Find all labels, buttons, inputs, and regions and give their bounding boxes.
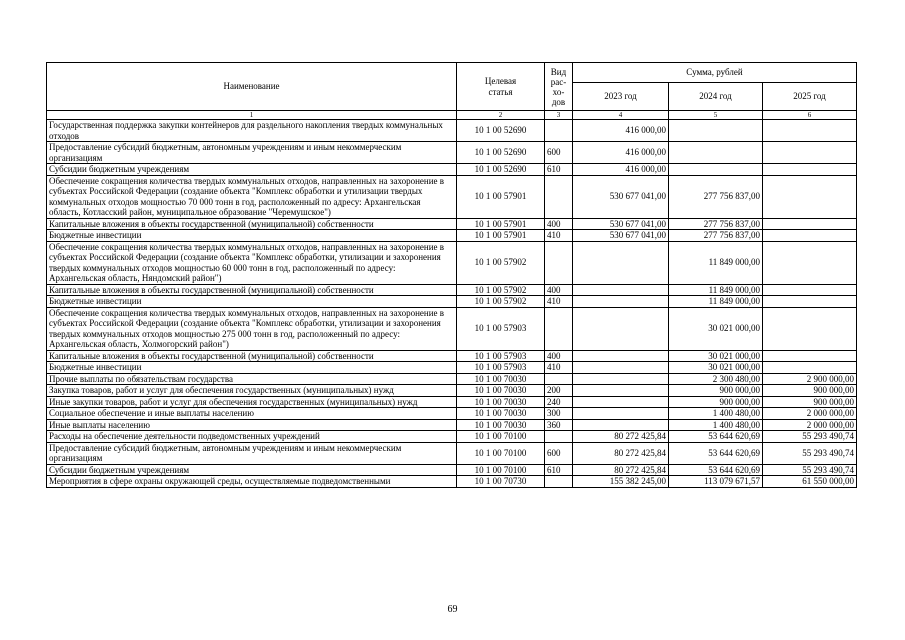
item-name: Обеспечение сокращения количества твердых коммунальных отходов, направленных на захоронение в субъектах Российской Федерации (создание объекта "Комплекс обработки, утилизации и захоронения твердых коммунальных отходов мощностью 60 000 тонн в год, расположенный по адресу: Архангельская область, Няндомский район")	[47, 241, 457, 284]
table-row	[47, 142, 857, 164]
amount-2024	[669, 120, 763, 142]
amount-2023: 530 677 041,00	[573, 218, 669, 230]
table-row	[47, 218, 857, 230]
amount-2024	[669, 142, 763, 164]
expense-kind	[545, 120, 573, 142]
item-name: Капитальные вложения в объекты государственной (муниципальной) собственности	[47, 350, 457, 362]
page-number: 69	[447, 604, 458, 615]
amount-2025	[763, 296, 857, 308]
item-name: Бюджетные инвестиции	[47, 296, 457, 308]
target-article: 10 1 00 70100	[457, 431, 545, 443]
expense-kind	[545, 373, 573, 385]
amount-2023	[573, 385, 669, 397]
expense-kind: 410	[545, 362, 573, 374]
table-row	[47, 296, 857, 308]
amount-2025	[763, 241, 857, 284]
amount-2024: 900 000,00	[669, 396, 763, 408]
item-name: Капитальные вложения в объекты государственной (муниципальной) собственности	[47, 284, 457, 296]
table-row	[47, 350, 857, 362]
amount-2025: 900 000,00	[763, 385, 857, 397]
target-article: 10 1 00 52690	[457, 142, 545, 164]
item-name: Иные выплаты населению	[47, 419, 457, 431]
header-kind-line4: дов	[551, 96, 566, 107]
expense-kind: 410	[545, 230, 573, 242]
amount-2023	[573, 362, 669, 374]
amount-2024: 2 300 480,00	[669, 373, 763, 385]
amount-2023	[573, 307, 669, 350]
target-article: 10 1 00 70030	[457, 419, 545, 431]
item-name: Обеспечение сокращения количества твердых коммунальных отходов, направленных на захоронение в субъектах Российской Федерации (создание объекта "Комплекс обработки и утилизации твердых коммунальных отходов мощностью 70 000 тонн в год, расположенный по адресу: Архангельская область, Котласский район, муниципальное образование "Черемушское")	[47, 175, 457, 218]
table-row	[47, 175, 857, 218]
amount-2023: 80 272 425,84	[573, 464, 669, 476]
amount-2025	[763, 362, 857, 374]
target-article: 10 1 00 57901	[457, 175, 545, 218]
item-name: Бюджетные инвестиции	[47, 362, 457, 374]
header-target-article	[457, 63, 545, 111]
expense-kind: 600	[545, 142, 573, 164]
expense-kind: 610	[545, 464, 573, 476]
item-name: Прочие выплаты по обязательствам государства	[47, 373, 457, 385]
column-number: 4	[573, 111, 669, 120]
amount-2025: 55 293 490,74	[763, 442, 857, 464]
target-article: 10 1 00 52690	[457, 164, 545, 176]
expense-kind: 360	[545, 419, 573, 431]
amount-2024: 30 021 000,00	[669, 362, 763, 374]
target-article: 10 1 00 70100	[457, 464, 545, 476]
budget-table	[46, 62, 857, 488]
table-row	[47, 373, 857, 385]
expense-kind: 600	[545, 442, 573, 464]
column-number: 2	[457, 111, 545, 120]
header-kind-line2: рас-	[550, 76, 567, 87]
target-article: 10 1 00 70730	[457, 476, 545, 488]
table-row	[47, 476, 857, 488]
expense-kind: 410	[545, 296, 573, 308]
expense-kind: 240	[545, 396, 573, 408]
target-article: 10 1 00 70030	[457, 373, 545, 385]
expense-kind: 610	[545, 164, 573, 176]
amount-2025: 2 000 000,00	[763, 419, 857, 431]
amount-2023: 80 272 425,84	[573, 442, 669, 464]
amount-2025	[763, 175, 857, 218]
table-row	[47, 362, 857, 374]
item-name: Субсидии бюджетным учреждениям	[47, 464, 457, 476]
table-row	[47, 307, 857, 350]
target-article: 10 1 00 57903	[457, 350, 545, 362]
amount-2023: 530 677 041,00	[573, 230, 669, 242]
table-row	[47, 431, 857, 443]
table-body	[47, 120, 857, 488]
amount-2023: 416 000,00	[573, 142, 669, 164]
amount-2025: 55 293 490,74	[763, 431, 857, 443]
amount-2024: 113 079 671,57	[669, 476, 763, 488]
amount-2023	[573, 284, 669, 296]
amount-2023: 416 000,00	[573, 164, 669, 176]
column-number: 1	[47, 111, 457, 120]
amount-2025	[763, 350, 857, 362]
amount-2024: 11 849 000,00	[669, 241, 763, 284]
amount-2023	[573, 373, 669, 385]
header-target-line1: Целевая	[484, 76, 517, 86]
item-name: Иные закупки товаров, работ и услуг для обеспечения государственных (муниципальных) нужд	[47, 396, 457, 408]
amount-2024	[669, 164, 763, 176]
expense-kind	[545, 431, 573, 443]
amount-2024: 30 021 000,00	[669, 350, 763, 362]
amount-2024: 11 849 000,00	[669, 296, 763, 308]
amount-2023	[573, 419, 669, 431]
amount-2025	[763, 284, 857, 296]
header-expense-kind	[545, 63, 573, 111]
amount-2024: 11 849 000,00	[669, 284, 763, 296]
amount-2025: 2 000 000,00	[763, 408, 857, 420]
table-row	[47, 164, 857, 176]
target-article: 10 1 00 57901	[457, 230, 545, 242]
item-name: Предоставление субсидий бюджетным, автономным учреждениям и иным некоммерческим организациям	[47, 442, 457, 464]
item-name: Социальное обеспечение и иные выплаты населению	[47, 408, 457, 420]
expense-kind: 200	[545, 385, 573, 397]
amount-2023	[573, 241, 669, 284]
amount-2023: 80 272 425,84	[573, 431, 669, 443]
amount-2024: 53 644 620,69	[669, 442, 763, 464]
amount-2025: 61 550 000,00	[763, 476, 857, 488]
table-row	[47, 442, 857, 464]
header-year-2025: 2025 год	[763, 83, 857, 111]
amount-2024: 1 400 480,00	[669, 408, 763, 420]
header-sum: Сумма, рублей	[573, 63, 857, 83]
column-number: 5	[669, 111, 763, 120]
amount-2025	[763, 120, 857, 142]
target-article: 10 1 00 57902	[457, 284, 545, 296]
target-article: 10 1 00 52690	[457, 120, 545, 142]
amount-2025: 2 900 000,00	[763, 373, 857, 385]
item-name: Обеспечение сокращения количества твердых коммунальных отходов, направленных на захоронение в субъектах Российской Федерации (создание объекта "Комплекс обработки, утилизации и захоронения твердых коммунальных отходов мощностью 275 000 тонн в год, расположенный по адресу: Архангельская область, Холмогорский район")	[47, 307, 457, 350]
table-row	[47, 385, 857, 397]
item-name: Субсидии бюджетным учреждениям	[47, 164, 457, 176]
amount-2024: 277 756 837,00	[669, 175, 763, 218]
expense-kind	[545, 476, 573, 488]
target-article: 10 1 00 70100	[457, 442, 545, 464]
table-row	[47, 120, 857, 142]
amount-2025: 900 000,00	[763, 396, 857, 408]
target-article: 10 1 00 57902	[457, 296, 545, 308]
amount-2024: 277 756 837,00	[669, 218, 763, 230]
amount-2023	[573, 396, 669, 408]
amount-2025	[763, 230, 857, 242]
table-row	[47, 419, 857, 431]
amount-2023: 530 677 041,00	[573, 175, 669, 218]
item-name: Капитальные вложения в объекты государственной (муниципальной) собственности	[47, 218, 457, 230]
table-row	[47, 230, 857, 242]
header-name: Наименование	[47, 63, 457, 111]
target-article: 10 1 00 70030	[457, 385, 545, 397]
table-row	[47, 241, 857, 284]
target-article: 10 1 00 57902	[457, 241, 545, 284]
header-kind-line1: Вид	[550, 66, 567, 77]
item-name: Мероприятия в сфере охраны окружающей среды, осуществляемые подведомственными	[47, 476, 457, 488]
table-row	[47, 408, 857, 420]
item-name: Предоставление субсидий бюджетным, автономным учреждениям и иным некоммерческим организациям	[47, 142, 457, 164]
amount-2024: 900 000,00	[669, 385, 763, 397]
expense-kind: 300	[545, 408, 573, 420]
target-article: 10 1 00 57901	[457, 218, 545, 230]
table-row	[47, 464, 857, 476]
amount-2025	[763, 142, 857, 164]
amount-2023	[573, 350, 669, 362]
amount-2024: 53 644 620,69	[669, 464, 763, 476]
item-name: Государственная поддержка закупки контейнеров для раздельного накопления твердых коммунальных отходов	[47, 120, 457, 142]
header-kind-line3: хо-	[552, 86, 565, 97]
amount-2023	[573, 296, 669, 308]
table-row	[47, 396, 857, 408]
target-article: 10 1 00 57903	[457, 307, 545, 350]
expense-kind: 400	[545, 218, 573, 230]
amount-2025	[763, 164, 857, 176]
header-target-line2: статья	[488, 86, 513, 97]
amount-2024: 53 644 620,69	[669, 431, 763, 443]
expense-kind	[545, 175, 573, 218]
expense-kind: 400	[545, 350, 573, 362]
item-name: Закупка товаров, работ и услуг для обеспечения государственных (муниципальных) нужд	[47, 385, 457, 397]
amount-2023: 155 382 245,00	[573, 476, 669, 488]
amount-2024: 1 400 480,00	[669, 419, 763, 431]
expense-kind	[545, 241, 573, 284]
item-name: Бюджетные инвестиции	[47, 230, 457, 242]
target-article: 10 1 00 57903	[457, 362, 545, 374]
item-name: Расходы на обеспечение деятельности подведомственных учреждений	[47, 431, 457, 443]
expense-kind	[545, 307, 573, 350]
column-number: 6	[763, 111, 857, 120]
amount-2023: 416 000,00	[573, 120, 669, 142]
expense-kind: 400	[545, 284, 573, 296]
amount-2025	[763, 307, 857, 350]
amount-2025	[763, 218, 857, 230]
column-number: 3	[545, 111, 573, 120]
target-article: 10 1 00 70030	[457, 408, 545, 420]
header-year-2024: 2024 год	[669, 83, 763, 111]
table-row	[47, 284, 857, 296]
amount-2024: 277 756 837,00	[669, 230, 763, 242]
target-article: 10 1 00 70030	[457, 396, 545, 408]
amount-2024: 30 021 000,00	[669, 307, 763, 350]
amount-2023	[573, 408, 669, 420]
amount-2025: 55 293 490,74	[763, 464, 857, 476]
header-year-2023: 2023 год	[573, 83, 669, 111]
